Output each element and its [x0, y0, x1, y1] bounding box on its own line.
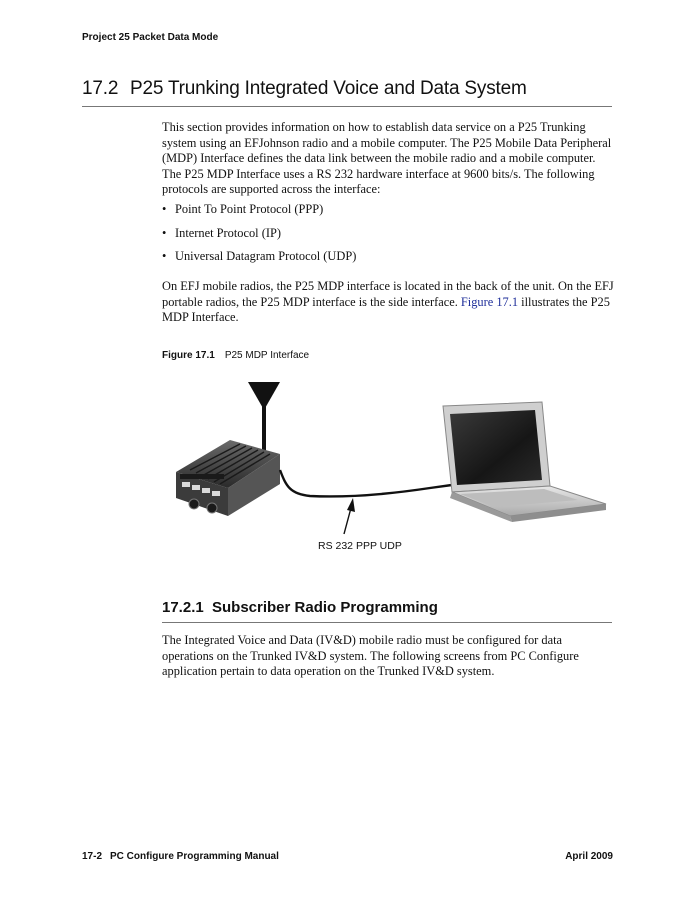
- mobile-radio-icon: [176, 440, 280, 516]
- bullet-icon: •: [162, 249, 167, 263]
- intro-paragraph: This section provides information on how to establish data service on a P25 Trunking system using an EFJohnson radio and a mobile computer. The P25 Mobile Data Peripheral (MDP) Interface defines the data link between the mobile radio and a mobile computer. The P25 MDP Interface uses a RS 232 hardware interface at 9600 bits/s. The following protocols are supported across the interface:: [162, 120, 612, 197]
- laptop-icon: [443, 402, 606, 522]
- subsection-heading: [162, 599, 438, 616]
- interface-paragraph: [162, 279, 614, 326]
- list-item: [162, 202, 602, 226]
- manual-title: PC Configure Programming Manual: [110, 851, 279, 862]
- list-item-text: Internet Protocol (IP): [175, 225, 281, 240]
- bullet-icon: •: [162, 225, 167, 240]
- subsection-paragraph: The Integrated Voice and Data (IV&D) mobile radio must be configured for data operations on the Trunked IV&D system. The following screens from PC Configure application pertain to data operation on the Trunked IV&D system.: [162, 633, 579, 679]
- list-item-text: Universal Datagram Protocol (UDP): [175, 249, 357, 263]
- section-title: P25 Trunking Integrated Voice and Data System: [130, 78, 527, 99]
- footer-date: April 2009: [565, 851, 613, 862]
- section-heading: [82, 78, 527, 100]
- cable-label: RS 232 PPP UDP: [318, 540, 402, 552]
- running-header: Project 25 Packet Data Mode: [82, 32, 219, 43]
- para2-text-end: illustrates the P25 MDP Interface.: [162, 294, 610, 325]
- mdp-interface-illustration: [160, 374, 620, 562]
- footer-left: [82, 851, 279, 862]
- list-item: [162, 249, 602, 273]
- subsection-title: Subscriber Radio Programming: [212, 599, 438, 616]
- figure-title: P25 MDP Interface: [224, 350, 310, 361]
- list-item: [162, 226, 602, 250]
- subsection-rule: [162, 622, 612, 623]
- arrow-icon: [344, 498, 355, 534]
- para2-text-start: On EFJ mobile radios, the P25 MDP interface is located in the back of the unit. On the EFJ portable radios, the P25 MDP interface is the side interface.: [162, 279, 614, 309]
- protocol-list: [162, 202, 602, 273]
- section-rule: [82, 106, 612, 107]
- subsection-number: 17.2.1: [162, 599, 204, 616]
- figure-link[interactable]: Figure 17.1: [460, 294, 519, 309]
- list-item-text: Point To Point Protocol (PPP): [175, 202, 324, 216]
- bullet-icon: •: [162, 202, 167, 216]
- antenna-icon: [248, 382, 280, 452]
- figure-caption: [162, 350, 309, 361]
- figure-number: Figure 17.1: [162, 350, 215, 361]
- rs232-cable: [280, 470, 470, 497]
- page-number: 17-2: [82, 851, 103, 862]
- section-number: 17.2: [82, 78, 119, 99]
